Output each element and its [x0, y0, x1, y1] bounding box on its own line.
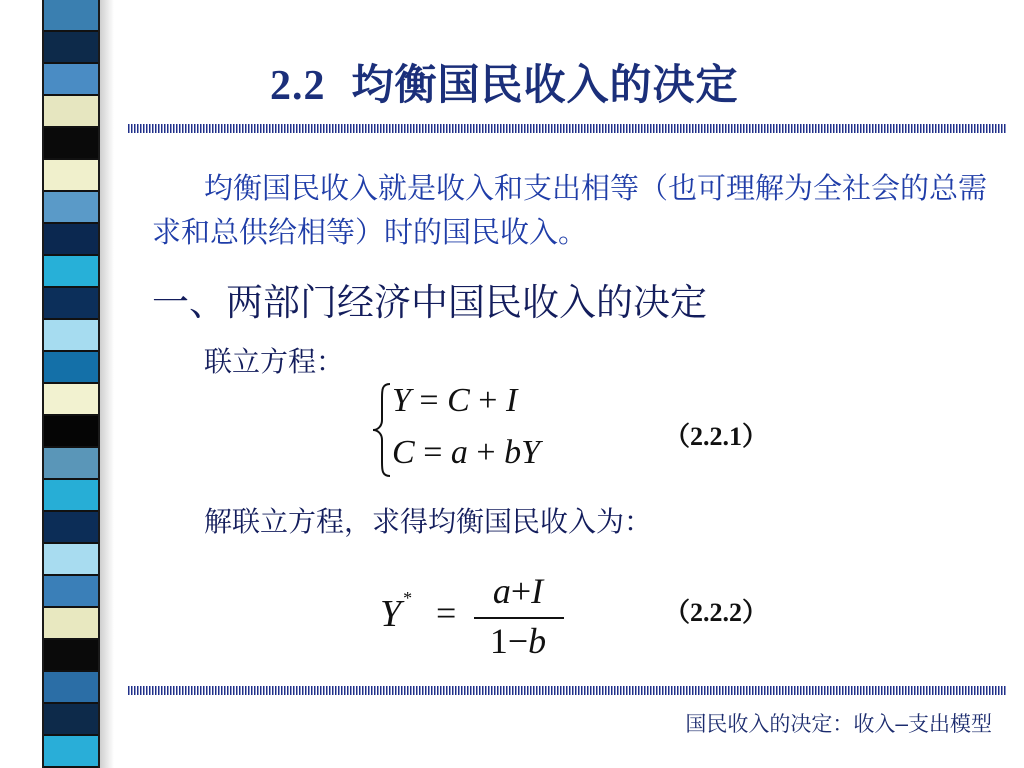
strip-segment [44, 576, 98, 608]
strip-segment [44, 224, 98, 256]
strip-segment [44, 512, 98, 544]
fraction-bar [474, 617, 564, 619]
denominator-minus: − [507, 621, 529, 661]
equation-1 [392, 382, 517, 420]
strip-segment [44, 288, 98, 320]
denominator-b: b [528, 621, 547, 661]
eq2-lhs: C [392, 434, 415, 471]
equation-system [370, 380, 580, 480]
section-heading: 一、两部门经济中国民收入的决定 [152, 281, 707, 324]
definition-paragraph [152, 166, 992, 254]
system-label: 联立方程： [204, 345, 345, 378]
strip-segment [44, 384, 98, 416]
left-brace [370, 380, 394, 480]
eq1-lhs: Y [392, 382, 411, 419]
separator-bottom [128, 686, 1006, 695]
fraction-numerator [472, 570, 564, 612]
eq1-b: I [505, 382, 518, 419]
strip-segment [44, 0, 98, 32]
decorative-strip [0, 0, 120, 768]
strip-segment [44, 480, 98, 512]
strip-segment [44, 544, 98, 576]
slide-title [270, 52, 890, 112]
separator-top [128, 124, 1006, 133]
strip-segment [44, 256, 98, 288]
title-text: 均衡国民收入的决定 [351, 60, 739, 109]
numerator-plus: + [510, 571, 532, 611]
solution-lhs [380, 588, 413, 636]
eq2-plus: + [476, 434, 496, 471]
denominator-one: 1 [489, 621, 508, 661]
solution-y: Y [380, 593, 402, 635]
solution-label: 解联立方程，求得均衡国民收入为： [204, 505, 653, 538]
strip-segment [44, 352, 98, 384]
equation-number-2: （2.2.2） [664, 598, 769, 627]
strip-segment [44, 96, 98, 128]
solution-star: * [403, 588, 413, 609]
definition-text: 均衡国民收入就是收入和支出相等（也可理解为全社会的总需求和总供给相等）时的国民收入。 [152, 171, 988, 249]
equation-number-1: （2.2.1） [664, 422, 769, 451]
slide-footer: 国民收入的决定：收入—支出模型 [685, 712, 992, 736]
strip-segment [44, 32, 98, 64]
strip-segment [44, 608, 98, 640]
eq1-plus: + [478, 382, 498, 419]
solution-equals: = [436, 593, 457, 633]
eq1-op: = [419, 382, 439, 419]
equation-2 [392, 434, 540, 472]
fraction-denominator [472, 620, 564, 662]
strip-segment [44, 448, 98, 480]
solution-formula [376, 566, 596, 666]
strip-segment [44, 64, 98, 96]
strip-shadow [100, 0, 114, 768]
eq2-a: a [450, 434, 468, 471]
strip-segment [44, 320, 98, 352]
eq2-op: = [423, 434, 443, 471]
title-number: 2.2 [270, 63, 326, 109]
strip-segment [44, 704, 98, 736]
strip-margin [0, 0, 38, 768]
strip-segment [44, 736, 98, 768]
numerator-b: I [531, 571, 544, 611]
strip-segment [44, 640, 98, 672]
strip-segment [44, 160, 98, 192]
strip-segment [44, 416, 98, 448]
numerator-a: a [492, 571, 511, 611]
strip-segment [44, 672, 98, 704]
eq1-a: C [447, 382, 470, 419]
strip-segment [44, 128, 98, 160]
strip-segment [44, 192, 98, 224]
eq2-b: bY [504, 434, 540, 471]
strip-column [42, 0, 100, 768]
